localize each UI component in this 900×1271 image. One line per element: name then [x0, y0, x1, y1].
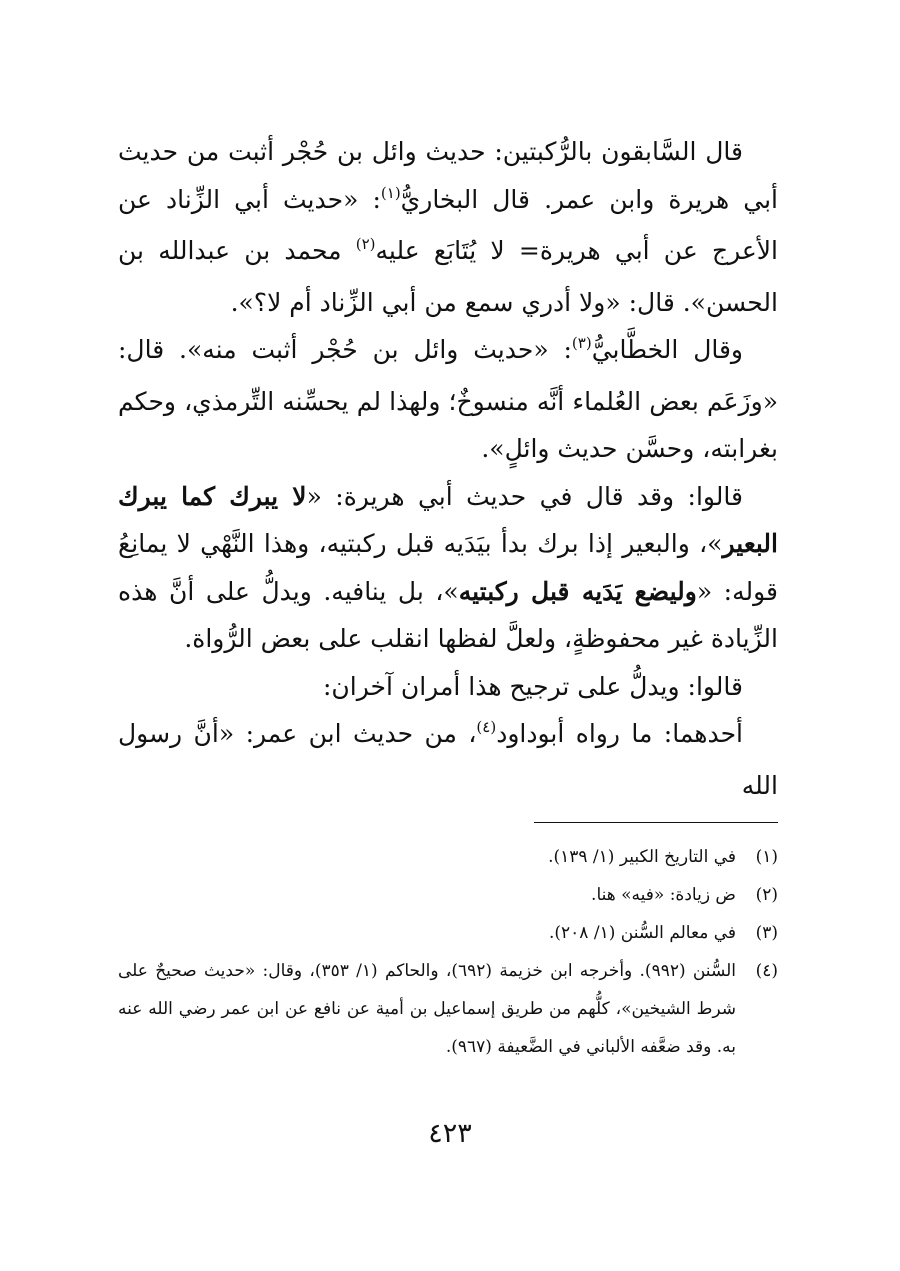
hadith-quote-1: لا يبرك كما يبرك البعير	[118, 481, 778, 558]
text-run: وقال الخطَّابيُّ	[591, 335, 743, 364]
footnote-1	[118, 838, 778, 876]
hadith-quote-2: وليضع يَدَيه قبل ركبتيه	[458, 576, 697, 606]
text-run: ، من حديث ابن عمر: «أنَّ رسول الله	[118, 719, 778, 800]
paragraph-3	[118, 473, 778, 663]
text-run: »، بل ينافيه. ويدلُّ على أنَّ هذه الزِّيادة غير محفوظةٍ، ولعلَّ لفظها انقلب على بعض الرُّواة.	[118, 576, 778, 653]
footnote-text: في معالم السُّنن (١/ ٢٠٨).	[549, 923, 736, 943]
text-run: قالوا: وقد قال في حديث أبي هريرة: «	[306, 481, 743, 511]
footnote-number: (١)	[755, 847, 778, 867]
footnote-number: (٣)	[755, 923, 778, 943]
text-run: : «حديث أبي الزِّناد عن الأعرج عن أبي هريرة= لا يُتَابَع عليه	[118, 184, 778, 265]
text-run: أحدهما: ما رواه أبوداود	[496, 719, 743, 748]
text-run: : «حديث وائل بن حُجْر أثبت منه». قال: «وزَعَم بعض العُلماء أنَّه منسوخٌ؛ ولهذا لم يحسِّنه التِّرمذي، وحكم بغرابته، وحسَّن حديث وائلٍ».	[118, 335, 778, 463]
text-run: محمد بن عبدالله بن الحسن». قال: «ولا أدري سمع من أبي الزِّناد أم لا؟».	[118, 236, 778, 317]
footnote-text: ض زيادة: «فيه» هنا.	[591, 885, 736, 905]
text-run: قال السَّابقون بالرُّكبتين: حديث وائل بن حُجْر أثبت من حديث أبي هريرة وابن عمر. قال البخاريُّ	[118, 137, 779, 214]
footnote-ref-2: (٢)	[355, 235, 376, 253]
footnote-ref-3: (٣)	[571, 334, 592, 352]
footnote-3	[118, 914, 778, 952]
text-run: »، والبعير إذا برك بدأ بيَدَيه قبل ركبتيه، وهذا النَّهْي لا يمانِعُ قوله: «	[118, 529, 778, 606]
page-number: ٤٢٣	[428, 1118, 472, 1149]
paragraph-5	[118, 710, 778, 809]
footnote-number: (٤)	[755, 961, 778, 981]
footnote-4	[118, 952, 778, 1066]
footnote-text: في التاريخ الكبير (١/ ١٣٩).	[548, 847, 736, 867]
footnote-ref-4: (٤)	[476, 718, 497, 736]
footnote-number: (٢)	[755, 885, 778, 905]
paragraph-2	[118, 326, 778, 473]
paragraph-1	[118, 128, 778, 326]
main-text	[118, 128, 778, 809]
footnote-ref-1: (١)	[380, 183, 401, 202]
paragraph-4: قالوا: ويدلُّ على ترجيح هذا أمران آخران:	[323, 671, 743, 701]
footnotes	[118, 838, 778, 1066]
footnote-2	[118, 876, 778, 914]
footnote-divider	[534, 822, 778, 823]
footnote-text: السُّنن (٩٩٢). وأخرجه ابن خزيمة (٦٩٢)، والحاكم (١/ ٣٥٣)، وقال: «حديث صحيحٌ على شرط الشيخين»، كلُّهم من طريق إسماعيل بن أمية عن نافع عن ابن عمر رضي الله عنه به. وقد ضعَّفه الألباني في الضَّعيفة (٩٦٧).	[118, 961, 737, 1057]
